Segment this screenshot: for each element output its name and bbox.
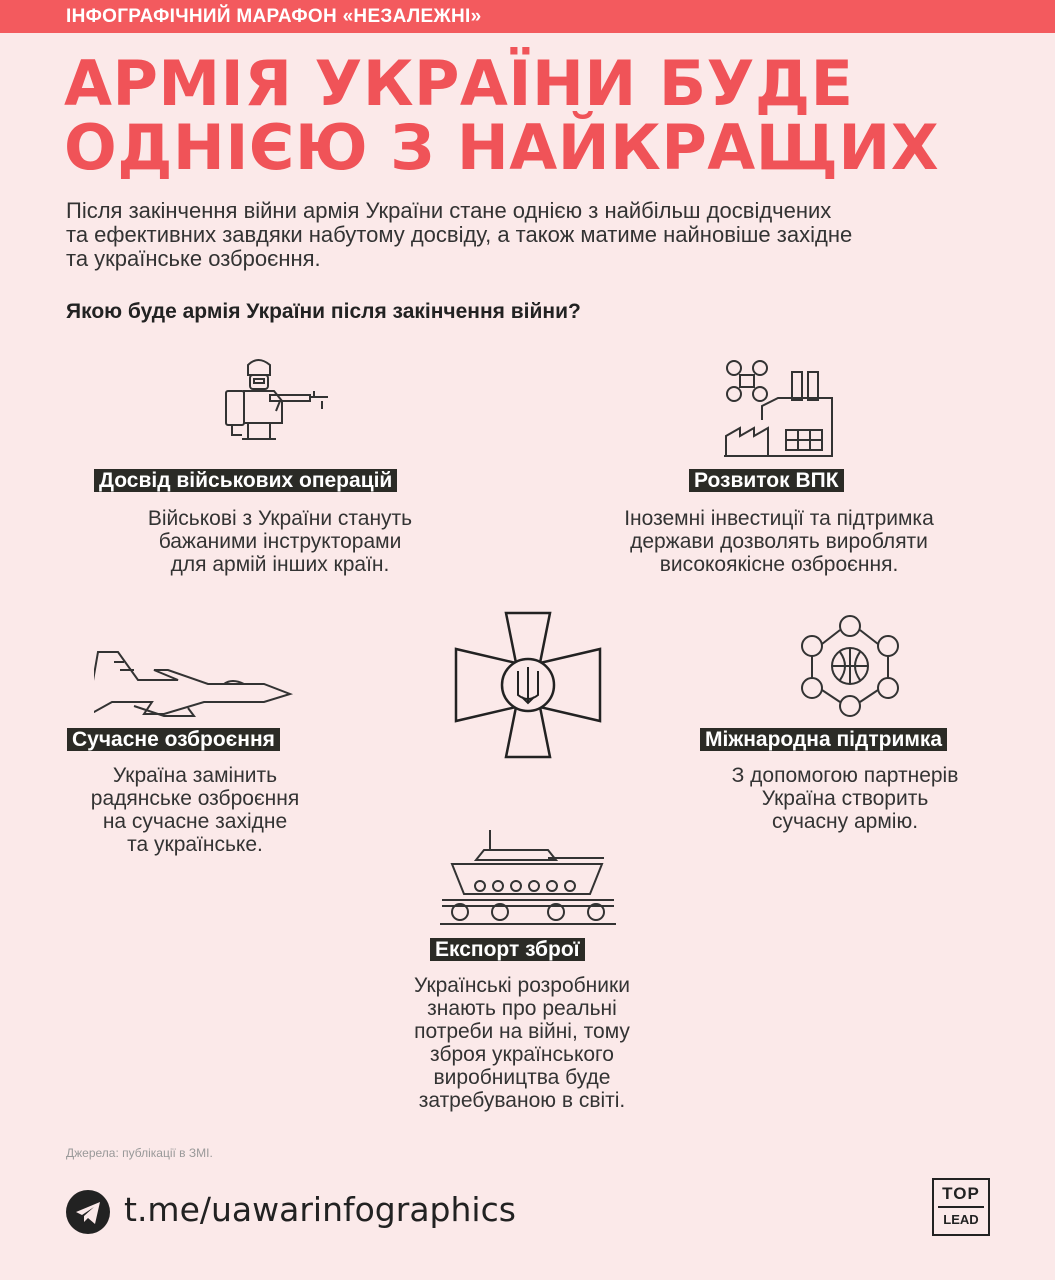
- page-title: [64, 47, 940, 184]
- marathon-title: ІНФОГРАФІЧНИЙ МАРАФОН «НЕЗАЛЕЖНІ»: [66, 6, 482, 27]
- desc-modern-weapons: Україна замінить радянське озброєння на сучасне західне та українське.: [90, 764, 300, 856]
- label-defense-industry: Розвиток ВПК: [689, 469, 844, 492]
- top-banner: [0, 0, 1055, 33]
- title-line-2: ОДНІЄЮ З НАЙКРАЩИХ: [64, 111, 940, 184]
- intro-text: [66, 199, 996, 271]
- factory-drone-icon: [722, 358, 834, 458]
- intro-line-3: та українське озброєння.: [66, 246, 321, 271]
- soldier-icon: [218, 355, 334, 445]
- desc-international-support: З допомогою партнерів Україна створить сучасну армію.: [731, 764, 959, 833]
- sources-note: Джерела: публікації в ЗМІ.: [66, 1146, 213, 1160]
- label-military-experience: Досвід військових операцій: [94, 469, 397, 492]
- label-arms-export: Експорт зброї: [430, 938, 585, 961]
- toplead-logo: TOP LEAD: [932, 1178, 990, 1236]
- global-network-icon: [800, 614, 900, 718]
- label-international-support: Міжнародна підтримка: [700, 728, 947, 751]
- fighter-jet-icon: [94, 650, 294, 720]
- telegram-icon: [66, 1190, 110, 1234]
- intro-line-2: та ефективних завдяки набутому досвіду, а також матиме найновіше західне: [66, 222, 853, 247]
- tank-train-icon: [440, 828, 616, 928]
- title-line-1: АРМІЯ УКРАЇНИ БУДЕ: [64, 47, 854, 120]
- telegram-url: t.me/uawarinfographics: [124, 1190, 516, 1229]
- armed-forces-cross-icon: [454, 611, 602, 759]
- desc-military-experience: Військові з України стануть бажаними інструкторами для армій інших країн.: [147, 507, 413, 576]
- section-question: Якою буде армія України після закінчення війни?: [66, 300, 581, 323]
- label-modern-weapons: Сучасне озброєння: [67, 728, 280, 751]
- desc-arms-export: Українські розробники знають про реальні потреби на війні, тому зброя українського виробництва буде затребуваною в світі.: [414, 974, 630, 1112]
- intro-line-1: Після закінчення війни армія України стане однією з найбільш досвідчених: [66, 198, 832, 223]
- desc-defense-industry: Іноземні інвестиції та підтримка держави дозволять виробляти високоякісне озброєння.: [624, 507, 934, 576]
